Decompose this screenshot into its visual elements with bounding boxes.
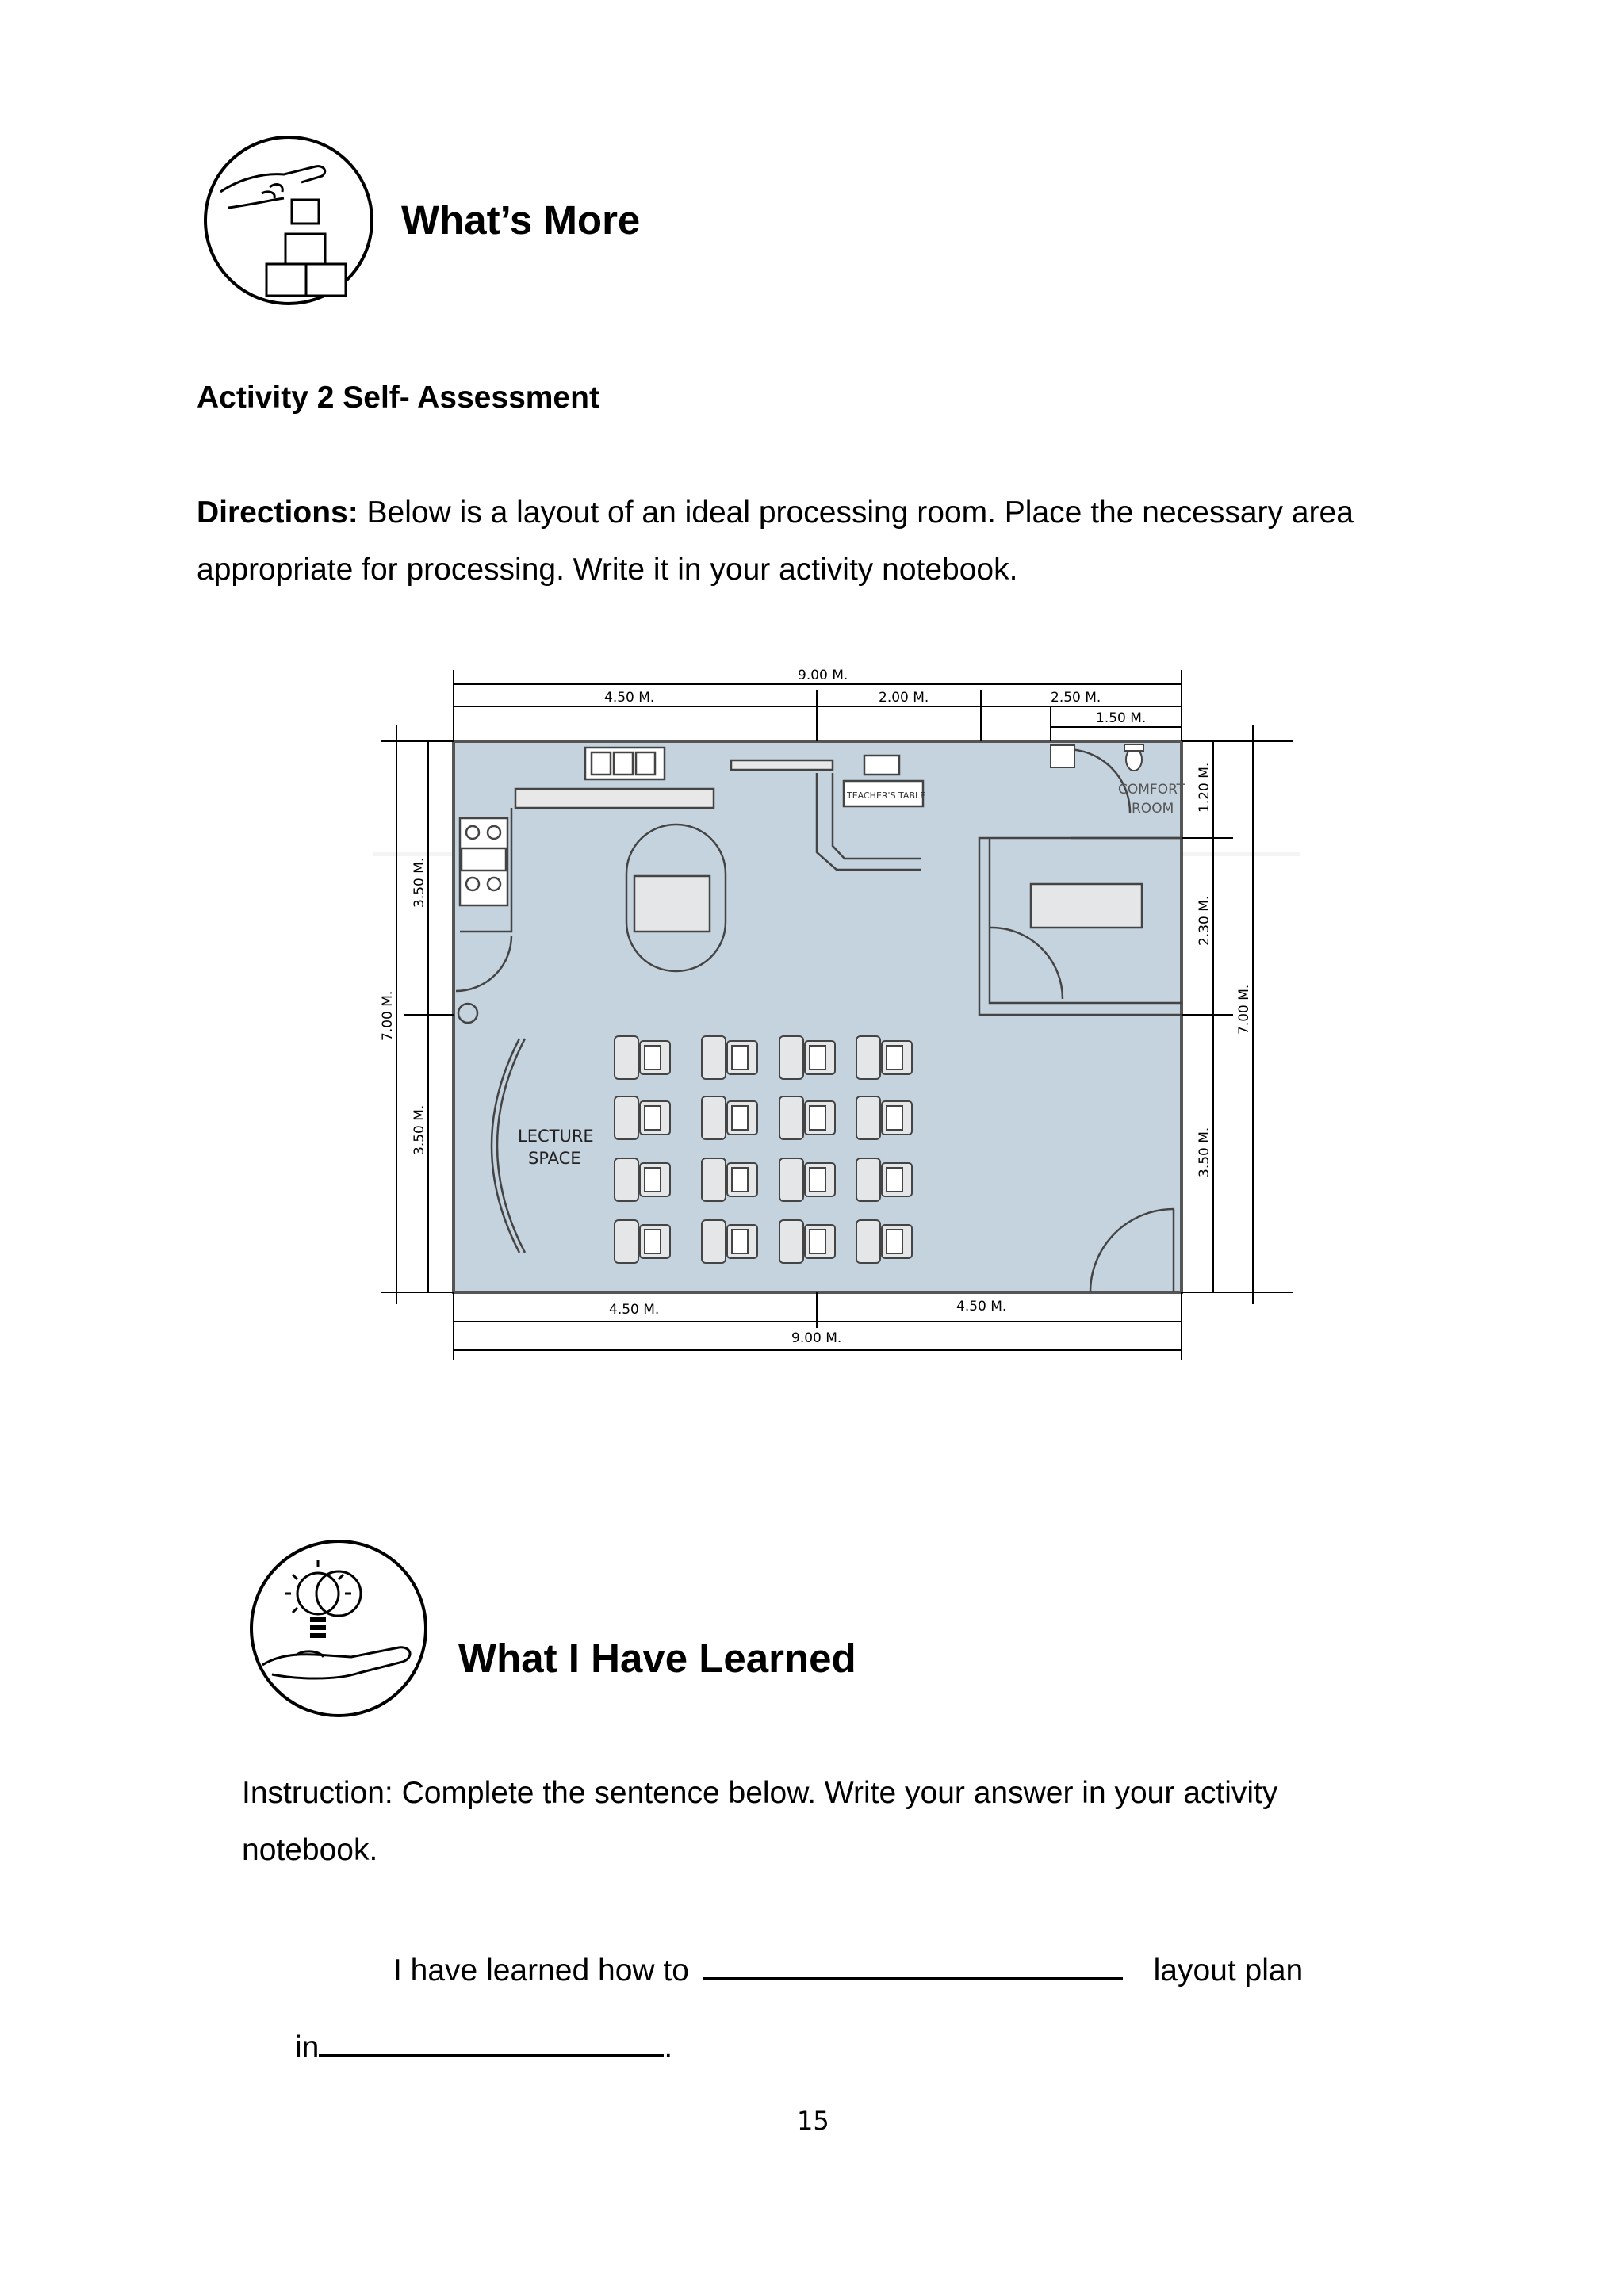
floor-plan xyxy=(373,662,1300,1368)
student-desk xyxy=(856,1096,912,1139)
directions-text: Below is a layout of an ideal processing room. Place the necessary area xyxy=(358,496,1354,530)
instruction-paragraph xyxy=(242,1765,1511,1879)
sentence-mid: layout plan xyxy=(1153,1954,1304,1988)
learned-title: What I Have Learned xyxy=(458,1636,856,1681)
directions-text-2: appropriate for processing. Write it in your activity notebook. xyxy=(197,553,1018,587)
student-desk xyxy=(856,1220,912,1263)
sentence-line-2 xyxy=(295,2019,672,2076)
student-desk xyxy=(615,1158,670,1201)
dim-right-total: 7.00 M. xyxy=(1236,984,1252,1035)
page-number: 15 xyxy=(797,2106,829,2136)
student-desk xyxy=(856,1036,912,1079)
answer-blank-2[interactable] xyxy=(319,2054,664,2057)
dim-left-seg-1: 3.50 M. xyxy=(412,857,427,908)
student-desk xyxy=(702,1096,757,1139)
student-desk xyxy=(779,1220,835,1263)
dim-bottom-seg-1: 4.50 M. xyxy=(609,1302,660,1318)
dim-left-seg-2: 3.50 M. xyxy=(412,1104,427,1155)
student-desk xyxy=(615,1096,670,1139)
whats-more-icon xyxy=(197,135,381,306)
student-desk xyxy=(702,1158,757,1201)
dim-right-seg-2: 2.30 M. xyxy=(1197,895,1212,946)
dim-left-total: 7.00 M. xyxy=(380,990,396,1041)
sentence-start: I have learned how to xyxy=(393,1954,689,1988)
dim-top-total: 9.00 M. xyxy=(798,668,848,683)
dim-right-seg-3: 3.50 M. xyxy=(1197,1127,1212,1177)
student-desk xyxy=(702,1220,757,1263)
directions-paragraph xyxy=(197,484,1465,599)
dim-bottom-total: 9.00 M. xyxy=(791,1330,842,1346)
student-desk xyxy=(615,1220,670,1263)
student-desk xyxy=(615,1036,670,1079)
student-desk xyxy=(779,1158,835,1201)
lecture-space-label-1: LECTURE xyxy=(518,1127,594,1146)
dim-bottom-seg-2: 4.50 M. xyxy=(956,1299,1007,1314)
student-desk xyxy=(779,1036,835,1079)
dim-top-seg-3: 2.50 M. xyxy=(1051,690,1101,706)
student-desk xyxy=(779,1096,835,1139)
dim-top-seg-4: 1.50 M. xyxy=(1096,710,1147,726)
dim-top-seg-1: 4.50 M. xyxy=(604,690,655,706)
learned-icon xyxy=(248,1538,429,1719)
sentence-in: in xyxy=(295,2030,320,2064)
instruction-line-1: Instruction: Complete the sentence below. Write your answer in your activity xyxy=(242,1776,1278,1810)
dim-right-seg-1: 1.20 M. xyxy=(1197,762,1212,813)
lecture-space-label-2: SPACE xyxy=(528,1149,581,1168)
dim-top-seg-2: 2.00 M. xyxy=(879,690,929,706)
directions-label: Directions: xyxy=(197,496,358,530)
teachers-table-label: TEACHER'S TABLE xyxy=(847,790,926,801)
sentence-line-1 xyxy=(393,1942,1303,1999)
instruction-line-2: notebook. xyxy=(242,1833,378,1867)
whats-more-title: What’s More xyxy=(401,197,641,243)
student-desk xyxy=(702,1036,757,1079)
sentence-end: . xyxy=(664,2030,673,2064)
answer-blank-1[interactable] xyxy=(703,1977,1123,1980)
activity-title: Activity 2 Self- Assessment xyxy=(197,381,599,415)
comfort-room-label-1: COMFORT xyxy=(1118,782,1185,798)
student-desk xyxy=(856,1158,912,1201)
comfort-room-label-2: ROOM xyxy=(1132,801,1174,817)
